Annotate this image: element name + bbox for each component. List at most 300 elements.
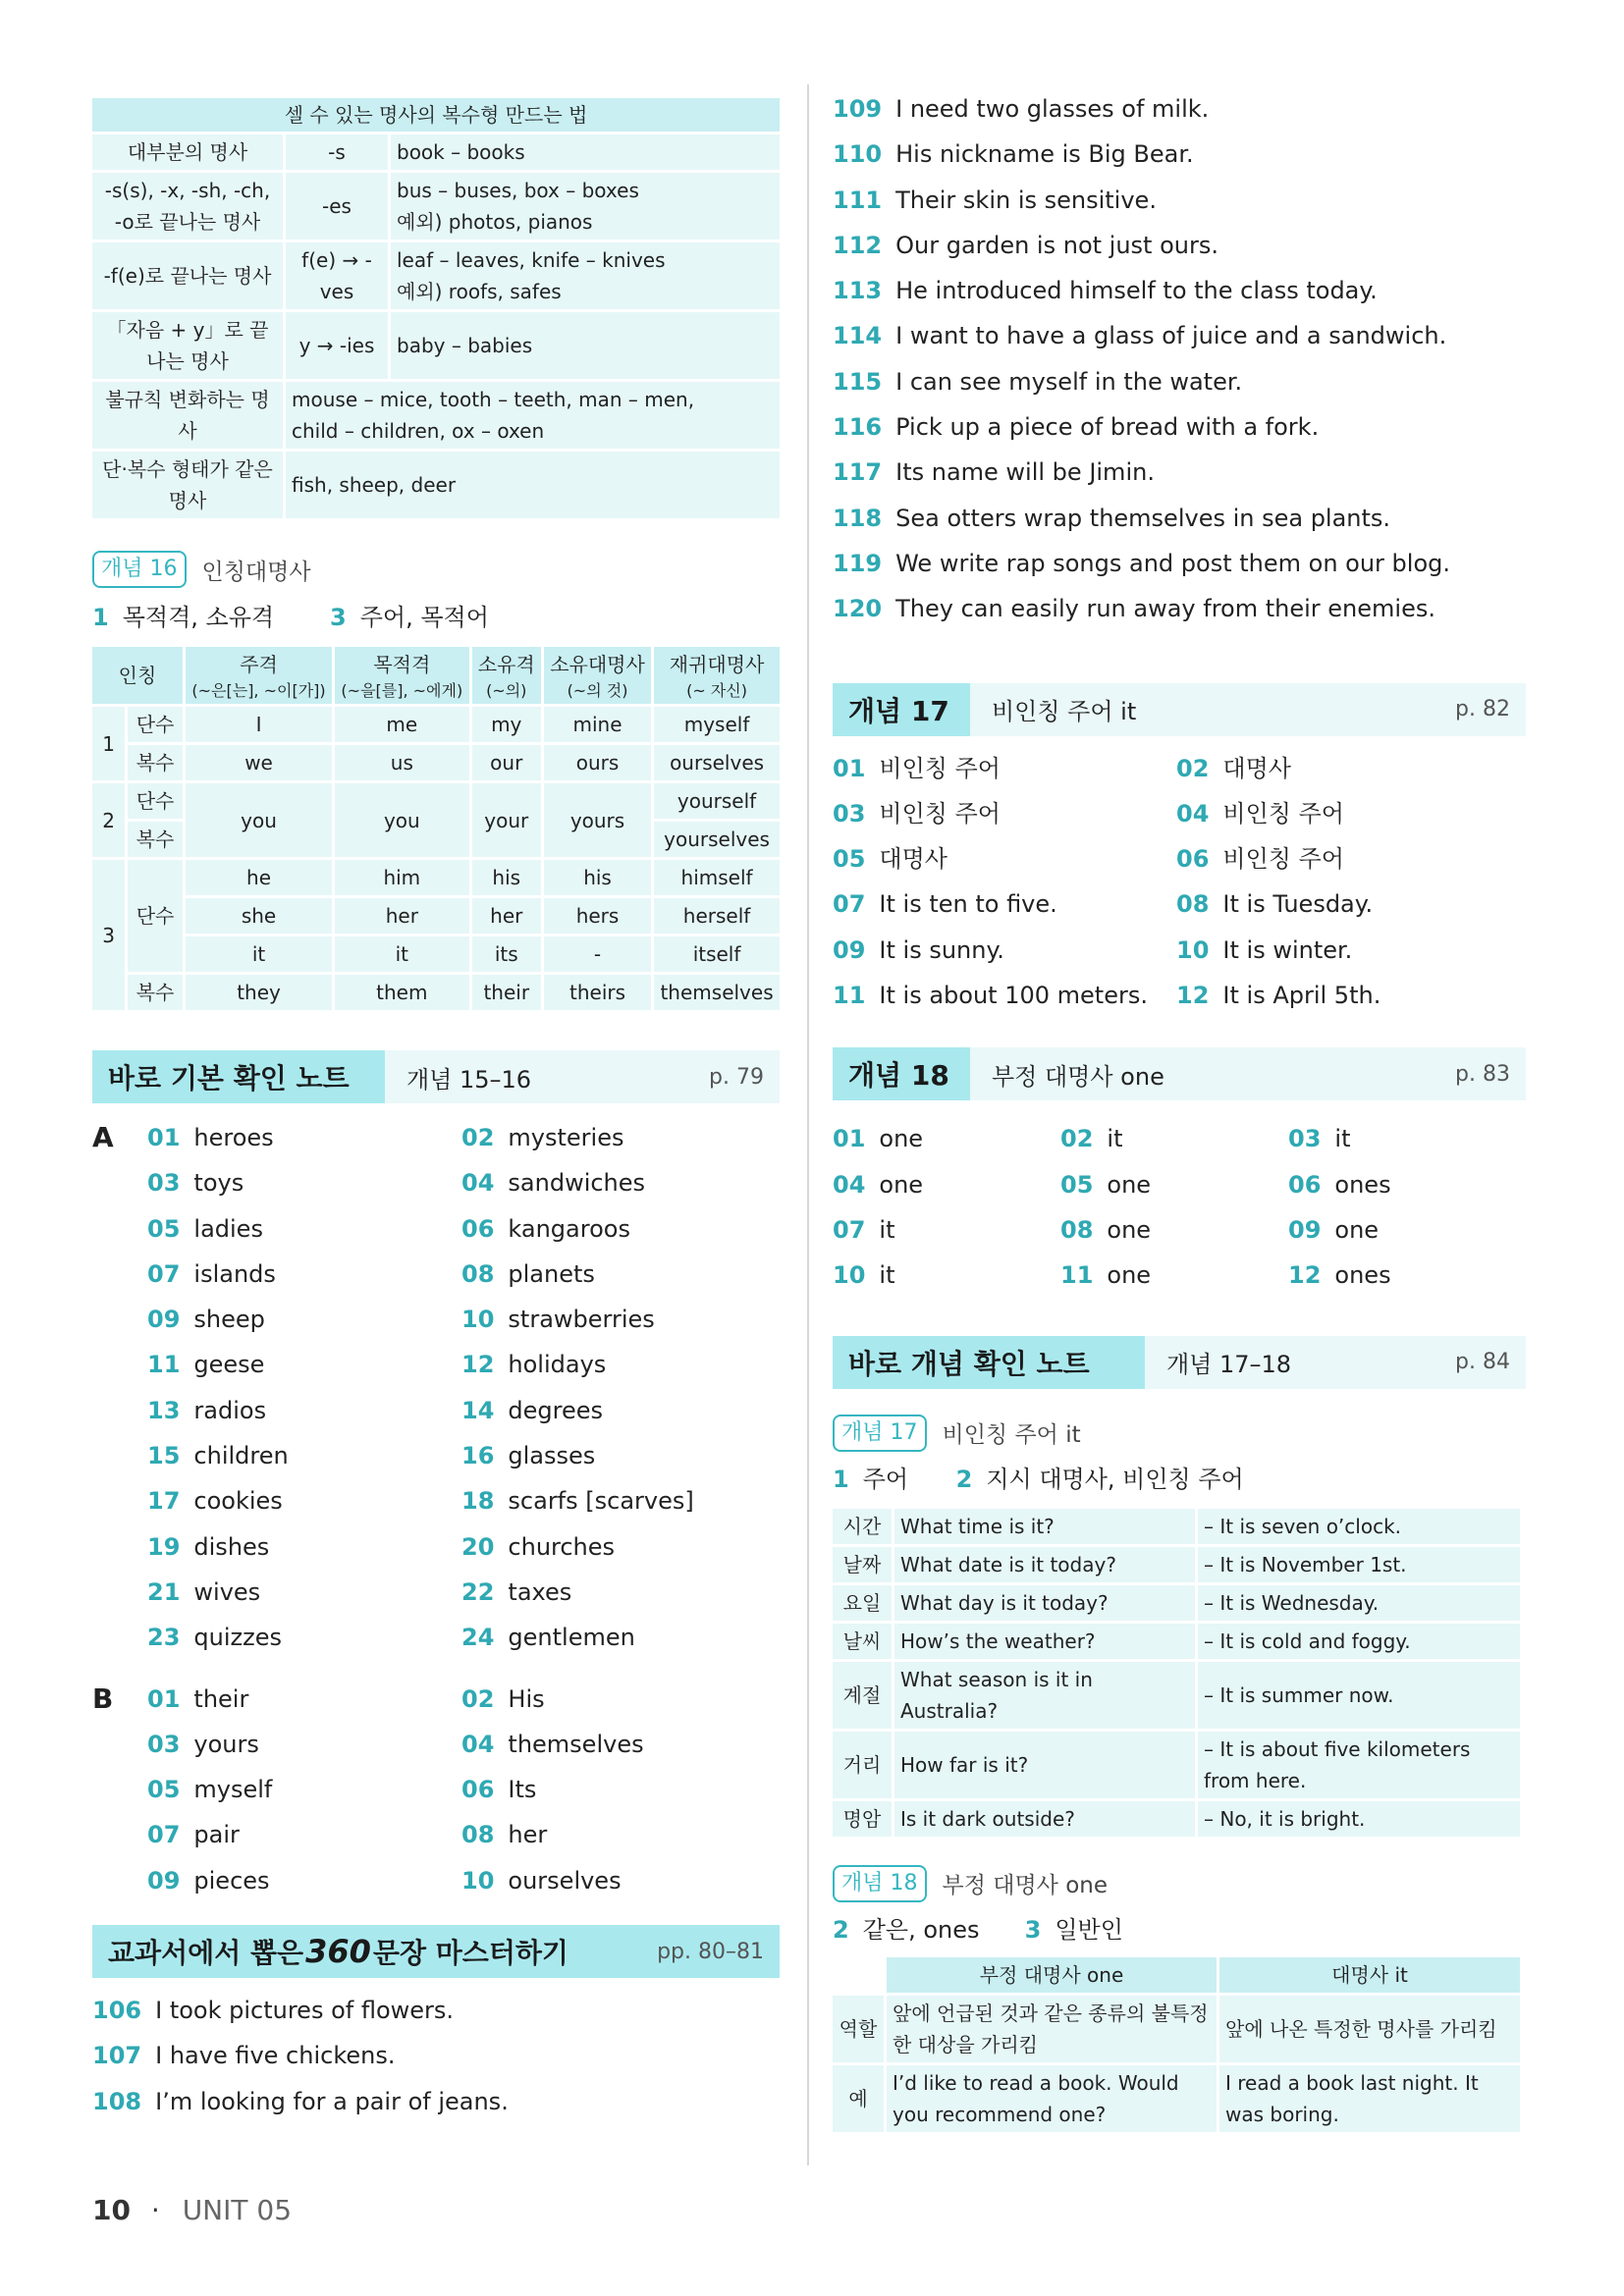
item-number: 17 [147, 1487, 181, 1516]
item-number: 117 [833, 458, 883, 487]
list-item [1060, 1207, 1288, 1253]
item-answer: It is Tuesday. [1222, 890, 1374, 919]
item-number: 07 [147, 1821, 181, 1849]
item-answer: taxes [508, 1577, 572, 1606]
list-item [833, 836, 1176, 881]
list-item [1288, 1116, 1516, 1161]
item-answer: It is sunny. [879, 935, 1004, 964]
item-number: 04 [1176, 799, 1210, 828]
page-footer: 10 · UNIT 05 [92, 2194, 293, 2226]
item-answer: 비인칭 주어 [879, 754, 1001, 782]
item-answer: myself [193, 1776, 273, 1804]
item-answer: ourselves [508, 1866, 622, 1895]
it-category: 요일 [833, 1585, 892, 1621]
list-item [1176, 746, 1520, 791]
concept18-page: p. 83 [1455, 1061, 1510, 1087]
item-answer: it [879, 1215, 895, 1244]
item-number: 04 [461, 1169, 495, 1198]
list-item [92, 2033, 780, 2078]
concept-note-title: 바로 개념 확인 노트 [833, 1336, 1145, 1389]
list-item [147, 1570, 461, 1615]
item-answer: it [1334, 1125, 1351, 1153]
item-answer: degrees [508, 1396, 604, 1424]
item-number: 04 [833, 1170, 866, 1199]
it-question: How’s the weather? [894, 1624, 1195, 1659]
column-divider [807, 84, 809, 2165]
item-number: 19 [147, 1532, 181, 1561]
item-answer: her [508, 1821, 548, 1849]
list-item [461, 1478, 776, 1523]
list-item [833, 178, 1526, 223]
item-answer: ones [1334, 1261, 1391, 1290]
plural-table-title: 셀 수 있는 명사의 복수형 만드는 법 [92, 98, 780, 132]
it-usage-table [830, 1506, 1523, 1840]
list-item [147, 1812, 461, 1857]
list-item [461, 1388, 776, 1433]
list-item [147, 1722, 461, 1767]
item-number: 01 [147, 1124, 181, 1151]
basic-note-concept: 개념 15–16 [406, 1065, 532, 1094]
list-item [461, 1858, 776, 1903]
item-number: 20 [461, 1532, 495, 1561]
list-item [833, 359, 1526, 404]
master-header [92, 1925, 780, 1978]
item-answer: ladies [193, 1214, 263, 1243]
item-number: 118 [833, 504, 883, 532]
item-answer: sandwiches [508, 1169, 646, 1198]
item-number: 23 [147, 1624, 181, 1652]
item-number: 116 [833, 413, 883, 442]
list-item [461, 1722, 776, 1767]
item-answer: scarfs [scarves] [508, 1487, 694, 1516]
it-answer: – It is about five kilometers from here. [1198, 1732, 1520, 1798]
section-a-label: A [92, 1121, 114, 1153]
item-number: 10 [461, 1306, 495, 1334]
concept18-note-answers: 2 같은, ones 3 일반인 [833, 1915, 1123, 1944]
table-row [833, 1801, 1520, 1837]
list-item [147, 1767, 461, 1812]
item-answer: one [879, 1170, 924, 1199]
pronoun-table: 인칭 주격 (~은[는], ~이[가]) 목적격 (~을[를], ~에게) 소유격 (~의) 소유대명사 (~의 것) 재귀대명사 (~ 자신) 1 단수 I me my mine myself 복수 we us our ours ourselves 2 단수 you you your yours yourself 복수 yourselves 3 단수 he him his his himself she her her hers herself it it its - itself 복수 they them their theirs themselves [89, 644, 783, 1013]
item-answer: children [193, 1442, 289, 1470]
list-item [147, 1160, 461, 1205]
item-answer: I want to have a glass of juice and a sandwich. [895, 322, 1447, 350]
item-number: 03 [833, 799, 866, 828]
table-row: 3 단수 he him his his himself [92, 860, 780, 895]
item-number: 08 [461, 1259, 495, 1288]
list-item [147, 1524, 461, 1570]
table-row [833, 1732, 1520, 1798]
list-item [833, 746, 1176, 791]
list-item [1060, 1253, 1288, 1298]
item-number: 05 [147, 1776, 181, 1804]
list-item [147, 1433, 461, 1478]
concept18-title: 개념 18 [833, 1047, 970, 1100]
list-item [833, 313, 1526, 358]
item-number: 08 [461, 1821, 495, 1849]
master-list-right [833, 86, 1526, 632]
list-item [833, 496, 1526, 541]
list-item [461, 1524, 776, 1570]
concept16-title: 인칭대명사 [201, 559, 311, 585]
it-answer: – It is summer now. [1198, 1662, 1520, 1729]
it-category: 계절 [833, 1662, 892, 1729]
item-answer: wives [193, 1577, 261, 1606]
item-number: 12 [1176, 982, 1210, 1010]
list-item [147, 1252, 461, 1297]
table-row: 불규칙 변화하는 명사 mouse – mice, tooth – teeth, man – men, child – children, ox – oxen [92, 382, 780, 449]
list-item [833, 1207, 1060, 1253]
item-answer: It is ten to five. [879, 890, 1057, 919]
item-answer: pair [193, 1821, 240, 1849]
table-row: 복수 yourselves [92, 822, 780, 857]
concept-note-concept: 개념 17–18 [1166, 1351, 1292, 1379]
item-answer: I can see myself in the water. [895, 367, 1243, 396]
item-answer: It is about 100 meters. [879, 982, 1148, 1010]
item-number: 110 [833, 140, 883, 169]
list-item [833, 223, 1526, 268]
list-item [833, 928, 1176, 973]
item-answer: themselves [508, 1730, 644, 1758]
concept18-note-header: 개념 18 부정 대명사 one [833, 1865, 1526, 1902]
item-answer: holidays [508, 1351, 607, 1379]
list-item [147, 1388, 461, 1433]
item-answer: I need two glasses of milk. [895, 95, 1210, 123]
item-number: 114 [833, 322, 883, 350]
section-a [92, 1115, 780, 1661]
item-number: 08 [1060, 1215, 1094, 1244]
item-answer: Their skin is sensitive. [895, 186, 1157, 214]
list-item [461, 1342, 776, 1387]
master-page: pp. 80–81 [657, 1925, 780, 1978]
table-row: she her her hers herself [92, 898, 780, 934]
it-category: 명암 [833, 1801, 892, 1837]
item-number: 120 [833, 595, 883, 623]
table-row [833, 1624, 1520, 1659]
list-item [833, 541, 1526, 586]
item-answer: one [879, 1125, 924, 1153]
list-item [461, 1115, 776, 1160]
item-answer: heroes [193, 1124, 274, 1151]
item-number: 108 [92, 2087, 142, 2115]
concept-note-page: p. 84 [1455, 1350, 1510, 1375]
item-answer: gentlemen [508, 1624, 635, 1652]
concept17-header [833, 683, 1526, 736]
list-item [461, 1160, 776, 1205]
item-number: 14 [461, 1396, 495, 1424]
list-item [461, 1767, 776, 1812]
item-number: 10 [461, 1866, 495, 1895]
item-answer: His nickname is Big Bear. [895, 140, 1194, 169]
table-row [833, 1547, 1520, 1582]
unit-label: UNIT 05 [182, 2194, 293, 2226]
item-answer: His [508, 1684, 545, 1713]
item-answer: strawberries [508, 1306, 655, 1334]
table-row: 단·복수 형태가 같은 명사 fish, sheep, deer [92, 452, 780, 518]
list-item [147, 1206, 461, 1252]
list-item [461, 1615, 776, 1660]
item-number: 01 [833, 754, 866, 782]
table-row [833, 1585, 1520, 1621]
one-vs-it-table: 부정 대명사 one 대명사 it 역할 앞에 언급된 것과 같은 종류의 불특정한 대상을 가리킴 앞에 나온 특정한 명사를 가리킴 예 I’d like to read a book. Would you recommend one? I read a book last night. It was boring. [830, 1954, 1523, 2135]
item-number: 09 [147, 1866, 181, 1895]
list-item [833, 1253, 1060, 1298]
item-answer: Its [508, 1776, 537, 1804]
item-number: 112 [833, 231, 883, 259]
item-answer: toys [193, 1169, 244, 1198]
concept16-badge: 개념 16 [92, 551, 187, 588]
list-item [1176, 836, 1520, 881]
item-number: 02 [1176, 754, 1210, 782]
item-number: 06 [1176, 845, 1210, 874]
list-item [833, 1116, 1060, 1161]
item-answer: Pick up a piece of bread with a fork. [895, 413, 1320, 442]
item-answer: mysteries [508, 1124, 624, 1151]
list-item [461, 1433, 776, 1478]
list-item [461, 1812, 776, 1857]
basic-note-page: p. 79 [709, 1064, 764, 1090]
right-column [833, 86, 1526, 2135]
item-answer: one [1107, 1261, 1152, 1290]
concept18-header [833, 1047, 1526, 1100]
item-answer: geese [193, 1351, 265, 1379]
it-answer: – It is seven o’clock. [1198, 1509, 1520, 1544]
it-answer: – It is November 1st. [1198, 1547, 1520, 1582]
item-number: 10 [1176, 935, 1210, 964]
item-answer: one [1107, 1215, 1152, 1244]
concept16-answers: 1 목적격, 소유격 3 주어, 목적어 [92, 604, 489, 631]
item-number: 07 [833, 1215, 866, 1244]
list-item [1176, 928, 1520, 973]
item-number: 02 [461, 1684, 495, 1713]
item-number: 24 [461, 1624, 495, 1652]
section-b-grid [147, 1677, 776, 1903]
table-row: 1 단수 I me my mine myself [92, 707, 780, 742]
item-number: 119 [833, 549, 883, 577]
it-question: What time is it? [894, 1509, 1195, 1544]
item-number: 12 [461, 1351, 495, 1379]
item-number: 07 [147, 1259, 181, 1288]
page-number: 10 [92, 2194, 131, 2226]
list-item [147, 1677, 461, 1722]
item-number: 109 [833, 95, 883, 123]
item-answer: I’m looking for a pair of jeans. [155, 2087, 509, 2115]
master-list-left [92, 1988, 780, 2124]
list-item [833, 973, 1176, 1018]
table-row: 대부분의 명사 -s book – books [92, 134, 780, 170]
table-row: -s(s), -x, -sh, -ch, -o로 끝나는 명사 -es bus – buses, box – boxes 예외) photos, pianos [92, 173, 780, 240]
list-item [147, 1478, 461, 1523]
it-answer: – It is Wednesday. [1198, 1585, 1520, 1621]
concept17-page: p. 82 [1455, 697, 1510, 722]
it-question: What season is it in Australia? [894, 1662, 1195, 1729]
list-item [833, 881, 1176, 927]
list-item [461, 1677, 776, 1722]
concept16-header [92, 551, 780, 588]
list-item [147, 1297, 461, 1342]
basic-note-title: 바로 기본 확인 노트 [92, 1050, 385, 1103]
item-answer: 대명사 [879, 845, 947, 874]
item-answer: It is April 5th. [1222, 982, 1381, 1010]
table-row: 「자음 + y」로 끝나는 명사 y → -ies baby – babies [92, 312, 780, 379]
item-answer: glasses [508, 1442, 596, 1470]
item-answer: 대명사 [1222, 754, 1291, 782]
item-answer: one [1334, 1215, 1380, 1244]
it-question: How far is it? [894, 1732, 1195, 1798]
list-item [1060, 1162, 1288, 1207]
list-item [461, 1252, 776, 1297]
list-item [461, 1297, 776, 1342]
item-number: 09 [1288, 1215, 1322, 1244]
section-b [92, 1677, 780, 1903]
item-answer: it [1107, 1125, 1123, 1153]
basic-note-header [92, 1050, 780, 1103]
item-answer: dishes [193, 1532, 270, 1561]
list-item [833, 450, 1526, 495]
item-answer: 비인칭 주어 [1222, 799, 1344, 828]
item-number: 11 [147, 1351, 181, 1379]
item-answer: yours [193, 1730, 259, 1758]
item-answer: Its name will be Jimin. [895, 458, 1155, 487]
item-number: 10 [833, 1261, 866, 1290]
item-number: 05 [1060, 1170, 1094, 1199]
section-a-grid [147, 1115, 776, 1661]
item-answer: islands [193, 1259, 276, 1288]
item-number: 08 [1176, 890, 1210, 919]
item-number: 07 [833, 890, 866, 919]
item-number: 09 [833, 935, 866, 964]
item-number: 111 [833, 186, 883, 214]
item-number: 06 [461, 1776, 495, 1804]
item-number: 02 [461, 1124, 495, 1151]
it-question: Is it dark outside? [894, 1801, 1195, 1837]
list-item [833, 86, 1526, 132]
list-item [147, 1115, 461, 1160]
item-answer: pieces [193, 1866, 270, 1895]
item-number: 06 [461, 1214, 495, 1243]
item-number: 06 [1288, 1170, 1322, 1199]
item-number: 11 [1060, 1261, 1094, 1290]
item-number: 04 [461, 1730, 495, 1758]
item-answer: 비인칭 주어 [879, 799, 1001, 828]
list-item [833, 1162, 1060, 1207]
item-number: 03 [147, 1730, 181, 1758]
item-answer: radios [193, 1396, 267, 1424]
item-number: 106 [92, 1997, 142, 2025]
it-answer: – It is cold and foggy. [1198, 1624, 1520, 1659]
item-answer: one [1107, 1170, 1152, 1199]
item-number: 115 [833, 367, 883, 396]
item-number: 18 [461, 1487, 495, 1516]
table-row: 2 단수 you you your yours yourself [92, 783, 780, 819]
concept17-note-answers: 1 주어 2 지시 대명사, 비인칭 주어 [833, 1465, 1244, 1493]
item-number: 01 [147, 1684, 181, 1713]
left-column [92, 95, 780, 2124]
it-answer: – No, it is bright. [1198, 1801, 1520, 1837]
table-row: 예 I’d like to read a book. Would you recommend one? I read a book last night. It was boring. [833, 2065, 1520, 2132]
table-row: -f(e)로 끝나는 명사 f(e) → -ves leaf – leaves, knife – knives 예외) roofs, safes [92, 242, 780, 309]
list-item [1288, 1162, 1516, 1207]
list-item [833, 268, 1526, 313]
item-number: 12 [1288, 1261, 1322, 1290]
list-item [461, 1570, 776, 1615]
item-number: 22 [461, 1577, 495, 1606]
item-answer: planets [508, 1259, 595, 1288]
plural-rule-table [89, 95, 783, 521]
item-number: 09 [147, 1306, 181, 1334]
item-answer: We write rap songs and post them on our blog. [895, 549, 1450, 577]
list-item [461, 1206, 776, 1252]
list-item [833, 404, 1526, 450]
it-category: 시간 [833, 1509, 892, 1544]
list-item [147, 1342, 461, 1387]
item-answer: I have five chickens. [155, 2042, 396, 2070]
list-item [1176, 973, 1520, 1018]
item-answer: sheep [193, 1306, 265, 1334]
master-title: 교과서에서 뽑은 360 문장 마스터하기 [92, 1925, 657, 1978]
table-row: 복수 they them their theirs themselves [92, 975, 780, 1010]
item-number: 16 [461, 1442, 495, 1470]
concept17-subtitle: 비인칭 주어 it [992, 698, 1137, 726]
list-item [92, 1988, 780, 2033]
item-number: 03 [147, 1169, 181, 1198]
section-b-label: B [92, 1682, 114, 1715]
item-answer: Sea otters wrap themselves in sea plants. [895, 504, 1391, 532]
item-number: 113 [833, 277, 883, 305]
item-number: 15 [147, 1442, 181, 1470]
list-item [1288, 1253, 1516, 1298]
concept17-title: 개념 17 [833, 683, 970, 736]
table-row: it it its - itself [92, 936, 780, 972]
item-answer: cookies [193, 1487, 283, 1516]
item-number: 13 [147, 1396, 181, 1424]
it-category: 거리 [833, 1732, 892, 1798]
item-answer: 비인칭 주어 [1222, 845, 1344, 874]
concept-note-header [833, 1336, 1526, 1389]
item-number: 05 [147, 1214, 181, 1243]
list-item [147, 1858, 461, 1903]
concept17-answers [833, 746, 1526, 1019]
it-category: 날짜 [833, 1547, 892, 1582]
concept18-subtitle: 부정 대명사 one [992, 1062, 1164, 1091]
item-answer: Our garden is not just ours. [895, 231, 1218, 259]
it-question: What date is it today? [894, 1547, 1195, 1582]
item-answer: They can easily run away from their enemies. [895, 595, 1435, 623]
item-number: 11 [833, 982, 866, 1010]
item-number: 02 [1060, 1125, 1094, 1153]
list-item [92, 2079, 780, 2124]
item-number: 03 [1288, 1125, 1322, 1153]
item-answer: It is winter. [1222, 935, 1353, 964]
table-row [833, 1509, 1520, 1544]
table-row [833, 1662, 1520, 1729]
list-item [1176, 881, 1520, 927]
table-row: 복수 we us our ours ourselves [92, 745, 780, 780]
list-item [1060, 1116, 1288, 1161]
item-answer: kangaroos [508, 1214, 630, 1243]
list-item [1288, 1207, 1516, 1253]
it-category: 날씨 [833, 1624, 892, 1659]
item-answer: their [193, 1684, 249, 1713]
concept17-note-header: 개념 17 비인칭 주어 it [833, 1415, 1526, 1452]
it-question: What day is it today? [894, 1585, 1195, 1621]
concept18-badge: 개념 18 [833, 1865, 927, 1902]
item-answer: it [879, 1261, 895, 1290]
item-number: 21 [147, 1577, 181, 1606]
table-row: 역할 앞에 언급된 것과 같은 종류의 불특정한 대상을 가리킴 앞에 나온 특정한 명사를 가리킴 [833, 1996, 1520, 2062]
item-answer: ones [1334, 1170, 1391, 1199]
concept18-answers [833, 1116, 1526, 1298]
